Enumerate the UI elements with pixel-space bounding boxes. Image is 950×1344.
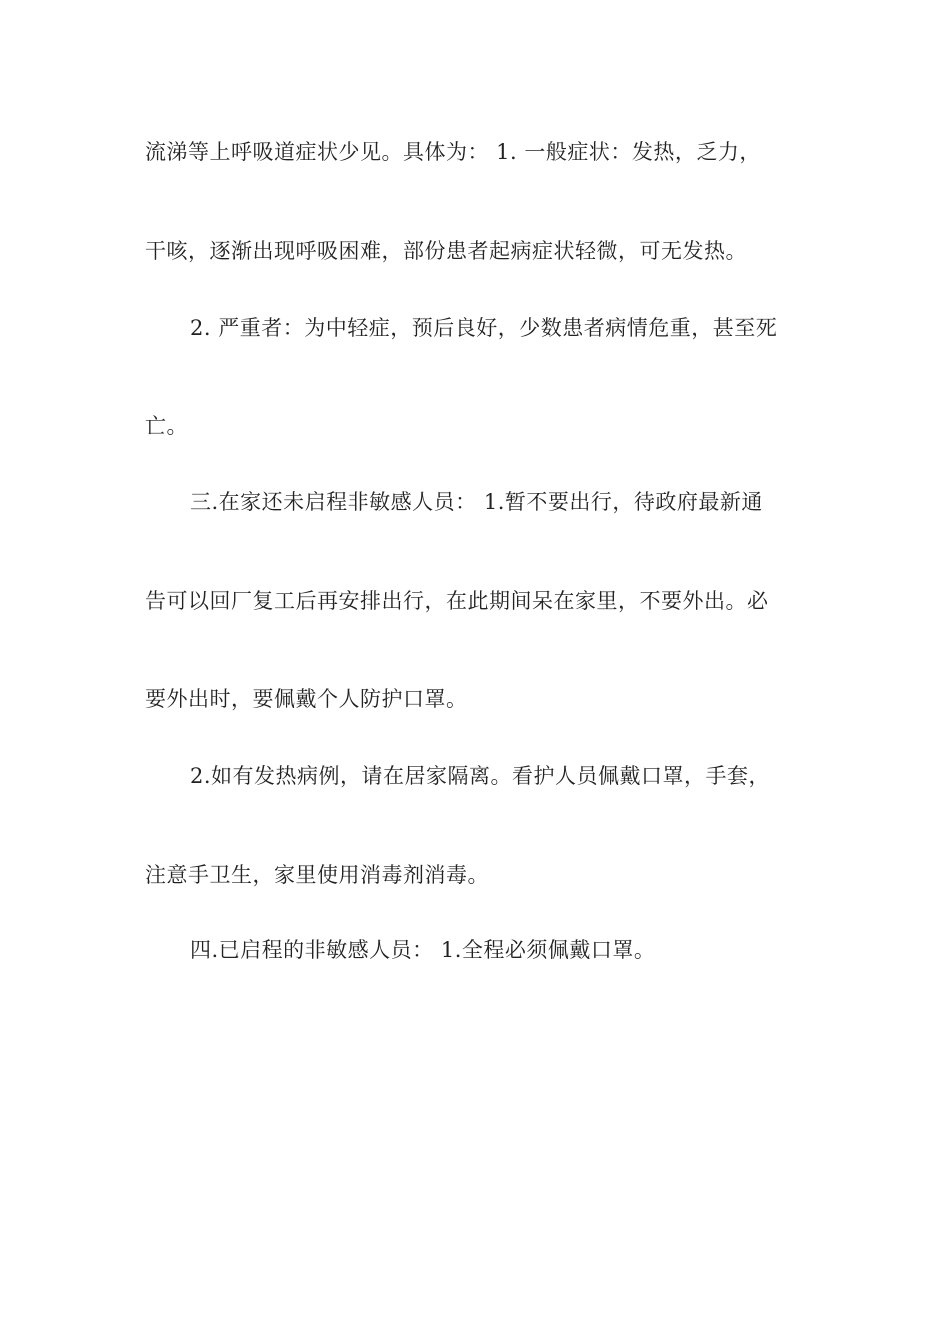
paragraph-line: 三.在家还未启程非敏感人员： 1.暂不要出行，待政府最新通 [190, 490, 763, 514]
paragraph-line: 2.如有发热病例，请在居家隔离。看护人员佩戴口罩，手套， [190, 764, 771, 788]
paragraph-line: 亡。 [145, 414, 188, 438]
paragraph-line: 2. 严重者：为中轻症，预后良好，少数患者病情危重，甚至死 [190, 316, 778, 340]
paragraph-line: 注意手卫生，家里使用消毒剂消毒。 [145, 863, 489, 887]
paragraph-line: 干咳，逐渐出现呼吸困难，部份患者起病症状轻微，可无发热。 [145, 239, 747, 263]
paragraph-line: 四.已启程的非敏感人员： 1.全程必须佩戴口罩。 [190, 938, 656, 962]
paragraph-line: 要外出时，要佩戴个人防护口罩。 [145, 687, 468, 711]
paragraph-line: 告可以回厂复工后再安排出行，在此期间呆在家里，不要外出。必 [145, 589, 769, 613]
paragraph-line: 流涕等上呼吸道症状少见。具体为： 1. 一般症状：发热，乏力， [145, 140, 761, 164]
